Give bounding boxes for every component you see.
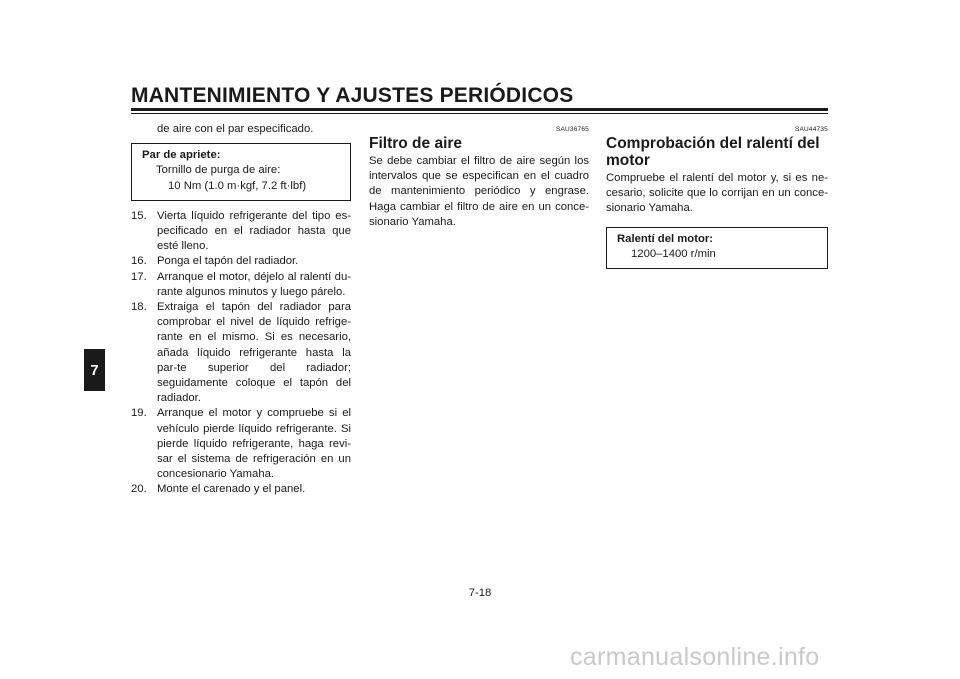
watermark: carmanualsonline.info [570,643,820,671]
list-item [131,300,351,406]
column-middle [369,126,589,230]
section-code: SAU44735 [794,126,828,133]
chapter-tab [84,349,105,391]
step-text: Ponga el tapón del radiador. [157,255,299,268]
step-text: Vierta líquido refrigerante del tipo es-pecificado en el radiador hasta que esté lleno. [157,209,351,253]
header-rule-thick [131,108,828,111]
section-code: SAU36765 [555,126,589,133]
list-item [131,406,351,482]
spec-value: 10 Nm (1.0 m·kgf, 7.2 ft·lbf) [168,179,307,192]
list-item [131,482,351,497]
step-number: 20. [131,483,147,496]
step-text: Monte el carenado y el panel. [157,483,306,496]
chapter-number: 7 [90,361,99,379]
section-title: Filtro de aire [369,135,463,152]
list-item [131,254,351,269]
spec-value: 1200–1400 r/min [631,247,716,260]
section-body: Se debe cambiar el filtro de aire según los intervalos que se especifican en el cuadro de mantenimiento periódico y engrase. Haga cambiar el filtro de aire en un conce-sionario Yamaha. [369,155,589,228]
step-text: Extraiga el tapón del radiador para comprobar el nivel de líquido refrige-rante en el mismo. Si es necesario, añada líquido refrigerante hasta la par-te superior del radiador; seguidamente coloque el tapón del radiador. [157,301,351,405]
spec-title: Ralentí del motor: [617,232,714,245]
step-number: 15. [131,209,147,222]
step-number: 17. [131,270,147,283]
list-item [131,270,351,300]
section-title: Comprobación del ralentí del motor [606,135,820,169]
section-body: Compruebe el ralentí del motor y, si es ne-cesario, solicite que lo corrijan en un conce-sionario Yamaha. [606,172,828,215]
column-right [606,126,828,277]
step-number: 18. [131,301,147,314]
torque-spec-box [131,143,351,201]
step-number: 16. [131,255,147,268]
spec-title: Par de apriete: [142,149,221,162]
page-title: MANTENIMIENTO Y AJUSTES PERIÓDICOS [131,84,574,107]
step-text: Arranque el motor y compruebe si el vehículo pierde líquido refrigerante. Si pierde líquido refrigerante, haga revi-sar el sistema de refrigeración en un concesionario Yamaha. [157,407,351,481]
idle-spec-box [606,227,828,269]
step-number: 19. [131,407,147,420]
page-number: 7-18 [468,587,492,599]
list-item [131,209,351,255]
column-left [131,122,351,498]
step-list [131,209,351,498]
lead-text: de aire con el par especificado. [157,123,314,135]
spec-line: Tornillo de purga de aire: [156,164,281,177]
header-rule-thin [131,113,828,114]
step-text: Arranque el motor, déjelo al ralentí du-rante algunos minutos y luego párelo. [157,270,351,298]
